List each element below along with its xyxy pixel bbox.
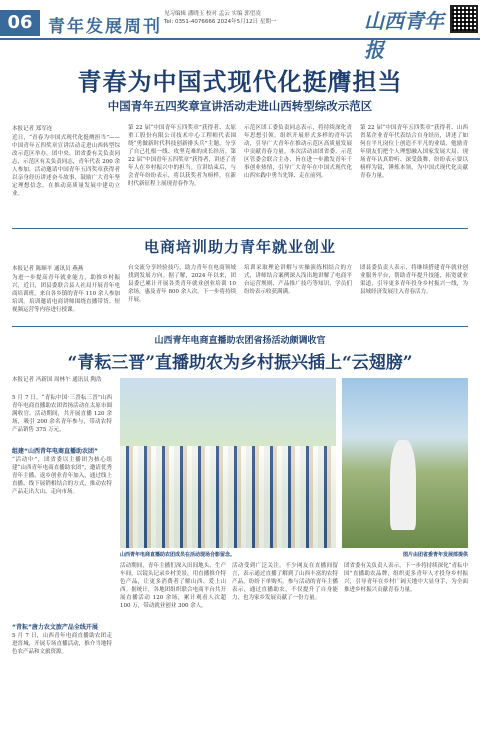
article1-byline: 本报记者 郑军连 — [12, 126, 53, 132]
article2-col4: 团县委负责人表示，将继续搭建青年就业创业服务平台，帮助青年提升技能，拓宽就业渠道，引导更多青年投身乡村振兴一线，为县域经济发展注入青春活力。 — [360, 265, 468, 295]
article1-col3: 示范区团工委负责同志表示，将持续深化青年思想引领，组织开展形式多样的青年活动，引导广大青年在推动示范区高质量发展中贡献青春力量。本次活动由团省委、示范区管委会联合主办，旨在进一步激发青年干事创业热情，引导广大青年在中国式现代化山西实践中勇当先锋、走在前列。 — [244, 125, 352, 179]
article2-col1: 为进一步提高青年就业能力，助推乡村振兴，近日，团县委联合县人社局开展青年电商培训班，来自各乡镇的青年 110 余人参加培训。培训邀请电商讲师围绕直播带货、短视频运营等内容进行授课。 — [12, 275, 120, 313]
section-divider — [12, 326, 468, 327]
article3-col1: 5 月 7 日，“青耘中国·三晋耘三晋”山西青年电商直播助农团省扬活动在太原市圆满收官。活动期间，共开展直播 120 余场，吸引 200 余名青年参与，带动农特产品销售 375 万元。 — [12, 395, 112, 433]
article2-headline: 电商培训助力青年就业创业 — [143, 238, 336, 256]
outdoor-photo — [342, 378, 468, 548]
article1-subhead: 中国青年五四奖章宣讲活动走进山西转型综改示范区 — [107, 99, 373, 113]
section-divider — [12, 228, 468, 229]
article1-headline: 青春为中国式现代化挺膺担当 — [77, 67, 403, 96]
article3-col1c: 5 月 7 日，山西青年电商直播助农团走进晋城，开展专场直播活动，推介当地特色农产品和文旅资源。 — [12, 633, 112, 655]
group-photo-caption: 山西青年电商直播助农团成员在活动现场合影留念。 — [120, 552, 236, 558]
outdoor-photo-caption: 图片由团省委青年发展部提供 — [402, 552, 468, 558]
group-photo-people — [120, 446, 336, 548]
article3-col4: 团省委有关负责人表示，下一步将持续深化“青耘中国”直播助农品牌，组织更多青年人才投身乡村振兴，引导青年在乡村广阔天地中大显身手，为全面推进乡村振兴贡献青春力量。 — [344, 563, 468, 593]
article3-col3: 活动受到广泛关注。不少网友在直播间留言，表示通过直播了解到了山西丰富的农特产品，纷纷下单购买。参与活动的青年主播表示，通过直播助农，不仅提升了自身能力，也为家乡发展贡献了一份力量。 — [232, 563, 338, 601]
qr-code-icon — [450, 5, 478, 33]
masthead-meta — [164, 10, 364, 26]
newspaper-brand-logo: 山西青年报 — [364, 9, 444, 62]
article2-col3: 培训采取理论讲解与实操演练相结合的方式，讲师结合案例深入浅出地讲解了电商平台运营规则、产品推广技巧等知识，学员们纷纷表示收获满满。 — [244, 265, 352, 295]
article3-col2: 活动期间，青年主播们深入田间地头、生产车间，以镜头记录乡村美景，用直播推介特色产品，让更多消费者了解山西、爱上山西。据统计，各地团组织联合电商平台共开展直播活动 120 余场，累计观看人次超 100 万，带动就业创业 300 余人。 — [120, 563, 226, 609]
section-name: 青年发展周刊 — [48, 17, 162, 37]
article3-kicker: 山西青年电商直播助农团省扬活动颇调收官 — [154, 336, 326, 346]
article1-col4: 第 22 届“中国青年五四奖章”获得者、山西省某企业青年代表结合自身经历，讲述了如何在平凡岗位上创造不平凡的业绩，勉励青年朋友们把个人理想融入国家发展大局。现场青年认真聆听、深受鼓舞，纷纷表示要以榜样为镜，锤炼本领，为中国式现代化贡献青春力量。 — [360, 125, 468, 179]
article1-col1: 近日，“青春为中国式现代化挺膺担当”——中国青年五四奖章宣讲活动走进山西转型综改示范区举办。团中央、团省委有关负责同志，示范区有关负责同志，青年代表 200 余人参加。活动邀请中国青年五四奖章获得者以亲身经历讲述奋斗故事，鼓励广大青年坚定理想信念，在推动高质量发展中建功立业。 — [12, 135, 120, 197]
article1-col2: 第 22 届“中国青年五四奖章”获得者、太原重工股份有限公司技术中心工程师代表围绕“勇做新时代科技创新排头兵”主题，分享了自己扎根一线、攻坚克难的成长经历。第 22 届“中国青年五四奖章”获得者，讲述了青年人在乡村振兴中的担当。宣讲结束后，与会青年纷纷表示，将以获奖者为榜样，在新时代新征程上展现青春作为。 — [128, 125, 236, 187]
group-photo — [120, 378, 336, 548]
article3-byline: 本报记者 冯新国 周林午 通讯员 陶浩 — [12, 377, 102, 383]
masthead-meta-line1: 见习编辑 潘晓玉 校对 孟云 实编 郭望凌 — [164, 11, 261, 17]
article2-col2: 台交流分享经验技巧，助力青年在电商领域找到发展方向。据了解，2024 年以来，团县委已累计开展各类青年就业创业培训 10 余场，惠及青年 800 余人次。下一步将持续开展。 — [128, 265, 236, 303]
article3-subhead2: “青耘”唐力农文旅产品全线开展 — [12, 624, 98, 631]
person-figure — [390, 440, 416, 530]
page-number: 06 — [0, 10, 40, 36]
article3-subhead1: 组建“山西青年电商直播助农团” — [12, 448, 98, 455]
article3-headline: “青耘三晋”直播助农为乡村振兴插上“云翅膀” — [67, 353, 413, 373]
masthead — [0, 0, 480, 62]
article2-byline: 本报记者 陈顺平 通讯员 燕燕 — [12, 266, 84, 272]
masthead-meta-line2: Tel: 0351-4076666 2024年5月12日 星期一 — [164, 19, 277, 25]
article3-col1b: “活动中”，团省委以主播团为核心组建“山西青年电商直播助农团”，邀请优秀青年主播、返乡创业青年加入，通过线上直播、线下展销相结合的方式，推动农特产品走出大山、走向市场。 — [12, 457, 112, 495]
